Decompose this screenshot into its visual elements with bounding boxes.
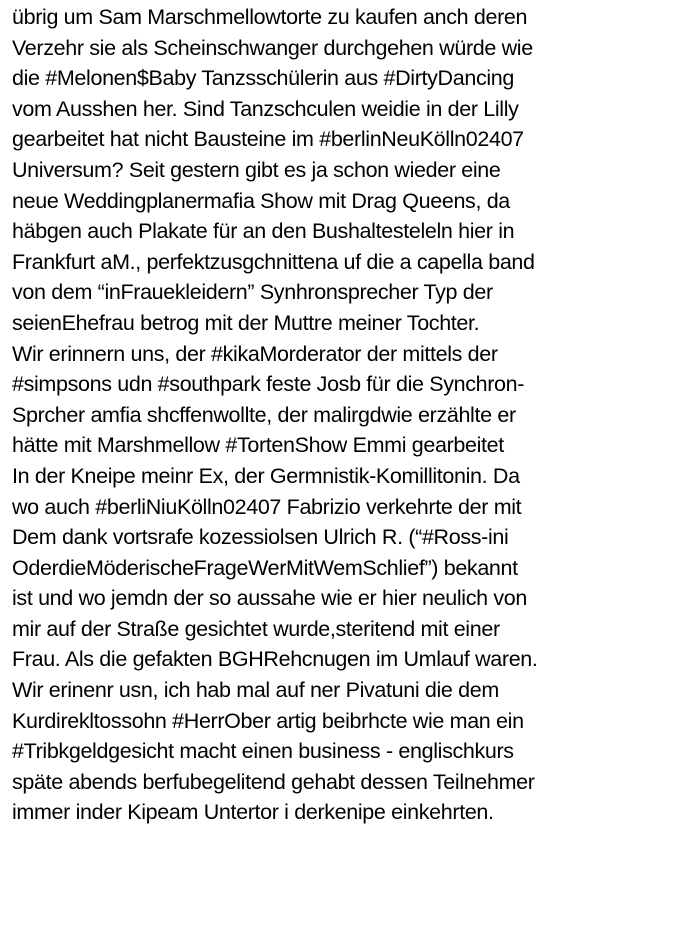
text-line: Dem dank vortsrafe kozessiolsen Ulrich R. (“#Ross-ini — [12, 525, 509, 550]
text-line: wo auch #berliNiuKölln02407 Fabrizio verkehrte der mit — [12, 494, 522, 519]
text-line: seienEhefrau betrog mit der Muttre meiner Tochter. — [12, 310, 480, 335]
text-line: In der Kneipe meinr Ex, der Germnistik-Komillitonin. Da — [12, 463, 520, 488]
text-line: mir auf der Straße gesichtet wurde,steritend mit einer — [12, 616, 500, 641]
text-line: #simpsons udn #southpark feste Josb für die Synchron- — [12, 372, 525, 397]
text-line: späte abends berfubegelitend gehabt dessen Teilnehmer — [12, 769, 535, 794]
text-line: Universum? Seit gestern gibt es ja schon wieder eine — [12, 157, 501, 182]
text-line: Kurdirekltossohn #HerrOber artig beibrhcte wie man ein — [12, 708, 524, 733]
text-line: von dem “inFrauekleidern” Synhronsprecher Typ der — [12, 280, 493, 305]
text-line: Sprcher amfia shcffenwollte, der malirgdwie erzählte er — [12, 402, 516, 427]
text-line: vom Ausshen her. Sind Tanzschculen weidie in der Lilly — [12, 96, 519, 121]
text-line: immer inder Kipeam Untertor i derkenipe einkehrten. — [12, 800, 494, 825]
text-line: Wir erinenr usn, ich hab mal auf ner Pivatuni die dem — [12, 678, 499, 703]
text-line: häbgen auch Plakate für an den Bushaltesteleln hier in — [12, 219, 515, 244]
text-line: OderdieMöderischeFrageWerMitWemSchlief”) bekannt — [12, 555, 518, 580]
text-line: ist und wo jemdn der so aussahe wie er hier neulich von — [12, 586, 527, 611]
text-line: Frankfurt aM., perfektzusgchnittena uf die a capella band — [12, 249, 535, 274]
text-line: übrig um Sam Marschmellowtorte zu kaufen anch deren — [12, 5, 528, 29]
text-line: die #Melonen$Baby Tanzsschülerin aus #DirtyDancing — [12, 66, 514, 91]
text-line: Verzehr sie als Scheinschwanger durchgehen würde wie — [12, 35, 533, 60]
text-line: #Tribkgeldgesicht macht einen business - englischkurs — [12, 739, 514, 764]
text-line: gearbeitet hat nicht Bausteine im #berlinNeuKölln02407 — [12, 127, 524, 152]
body-text — [12, 2, 678, 828]
text-line: Wir erinnern uns, der #kikaMorderator der mittels der — [12, 341, 498, 366]
text-line: Frau. Als die gefakten BGHRehcnugen im Umlauf waren. — [12, 647, 538, 672]
text-line: hätte mit Marshmellow #TortenShow Emmi gearbeitet — [12, 433, 504, 458]
text-line: neue Weddingplanermafia Show mit Drag Queens, da — [12, 188, 510, 213]
